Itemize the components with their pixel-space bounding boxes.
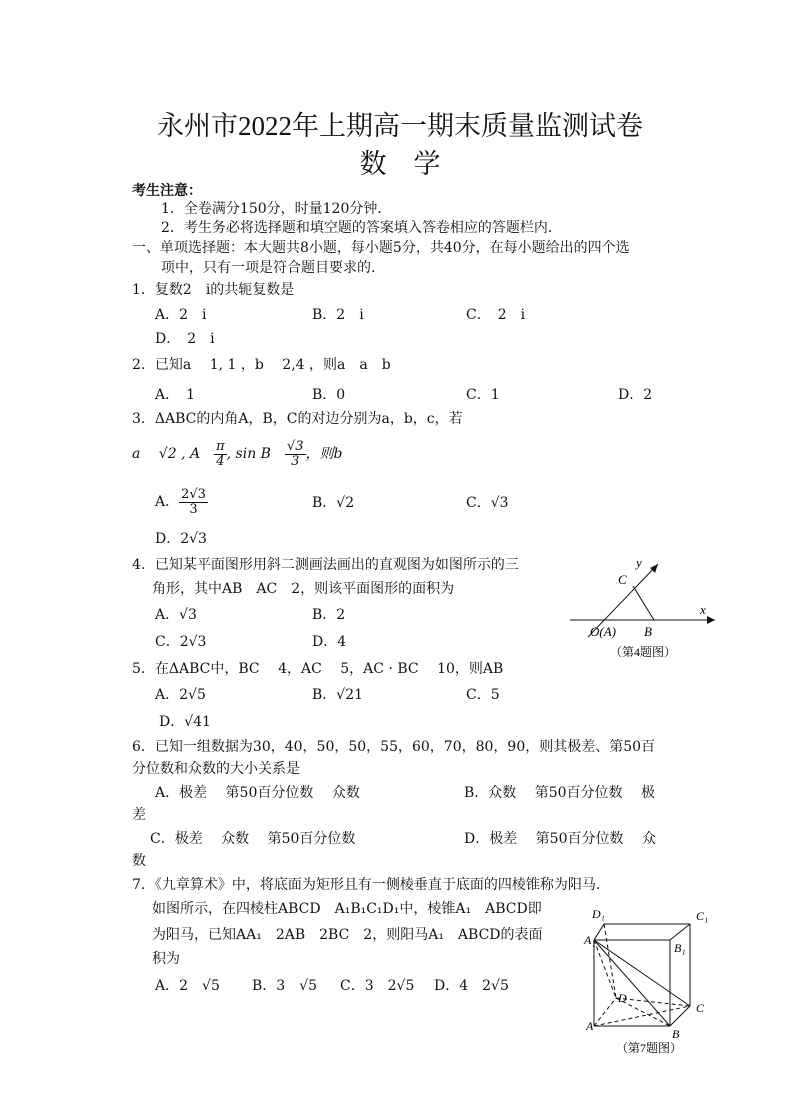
q7-figure	[586, 902, 726, 1062]
q3-ask: ，则b	[305, 446, 357, 462]
q4-label-c: C	[618, 572, 627, 587]
question-1-stem: 1．复数2 i的共轭复数是	[132, 282, 295, 298]
q5-option-c: C．5	[466, 687, 500, 703]
q3-three: 3	[291, 453, 300, 469]
q7-label-d: D	[618, 991, 627, 1005]
question-4-stem-1: 4．已知某平面图形用斜二测画法画出的直观图为如图所示的三	[132, 557, 519, 573]
q1-option-b: B．2 i	[312, 307, 364, 323]
question-5-stem: 5．在ΔABC中，BC 4，AC 5，AC · BC 10，则AB	[132, 661, 518, 677]
q6-option-c: C．极差 众数 第50百分位数	[150, 831, 356, 847]
q4-label-b: B	[644, 624, 652, 639]
q6-option-b-wrap: 差	[132, 807, 146, 823]
q7-label-a: A	[586, 1019, 594, 1033]
q3-option-b: B．√2	[312, 495, 355, 511]
page-subject: 数 学	[359, 149, 441, 179]
question-6-stem-2: 分位数和众数的大小关系是	[132, 761, 300, 777]
q1-option-c: C． 2 i	[466, 307, 526, 323]
q7-option-a: A．2 √5	[155, 978, 220, 994]
q4-option-a: A．√3	[155, 607, 197, 623]
q7-edge-ac	[594, 1006, 690, 1026]
q7-option-c: C．3 2√5	[340, 978, 415, 994]
q7-caption: （第7题图）	[616, 1041, 683, 1055]
q3-pi: π	[216, 438, 225, 454]
q7-edge-dc	[616, 998, 690, 1006]
q4-segment-cb	[633, 586, 654, 620]
q1-option-d: D． 2 i	[155, 331, 215, 347]
q7-label-c: C	[696, 1001, 705, 1015]
q3-cond-a: a √2 , A	[132, 446, 215, 462]
q4-option-b: B．2	[312, 607, 346, 623]
q4-figure	[560, 552, 730, 664]
section-heading: 一、单项选择题：本大题共8小题，每小题5分，共40分，在每小题给出的四个选	[132, 240, 630, 256]
q3-option-a-frac	[179, 488, 208, 517]
q7-label-d1: D₁	[592, 907, 605, 921]
question-3-stem: 3．ΔABC的内角A，B，C的对边分别为a，b，c，若	[132, 411, 463, 427]
q2-option-a: A． 1	[155, 387, 196, 403]
q3-cond-sin: , sin B	[226, 446, 285, 462]
q5-option-d: D．√41	[159, 714, 211, 730]
q3-option-c: C．√3	[466, 495, 509, 511]
q7-edge-c1b1	[670, 924, 690, 940]
q5-option-b: B．√21	[312, 687, 364, 703]
question-2-stem: 2．已知a 1, 1 ，b 2,4 ，则a a b	[132, 357, 424, 373]
q3-condition	[132, 436, 357, 472]
q6-option-a: A．极差 第50百分位数 众数	[155, 785, 360, 801]
section-heading-wrap: 项中，只有一项是符合题目要求的.	[161, 260, 376, 276]
q3-option-d: D．2√3	[155, 531, 207, 547]
q7-label-b1: B₁	[674, 941, 686, 955]
q4-caption: （第4题图）	[610, 645, 677, 659]
q7-edge-d1d	[604, 924, 616, 998]
q4-label-y: y	[636, 555, 642, 570]
q3-option-a-num: 2√3	[181, 486, 206, 502]
q4-label-o: O(A)	[590, 624, 616, 639]
q3-frac-sqrt3	[285, 440, 306, 469]
q7-edge-a1d	[594, 940, 616, 998]
q2-option-d: D．2	[618, 387, 653, 403]
q2-option-c: C．1	[466, 387, 500, 403]
page-title: 永州市2022年上期高一期末质量监测试卷	[157, 111, 643, 141]
q7-edge-bc	[670, 1006, 690, 1026]
q3-frac-pi	[214, 440, 227, 469]
q3-sqrt3: √3	[286, 438, 304, 454]
q4-option-d: D．4	[312, 634, 347, 650]
q5-option-a: A．2√5	[155, 687, 206, 703]
q7-edge-a1b	[594, 940, 670, 1026]
q7-label-b: B	[672, 1027, 680, 1041]
q7-label-c1: C₁	[696, 909, 709, 923]
q3-option-a-den: 3	[189, 501, 198, 517]
question-6-stem-1: 6．已知一组数据为30，40，50，50，55，60，70，80，90，则其极差、第50百	[132, 739, 656, 755]
q3-four: 4	[216, 453, 225, 469]
q6-option-d: D．极差 第50百分位数 众	[464, 831, 656, 847]
notice-item-1: 1．全卷满分150分，时量120分钟．	[161, 201, 392, 217]
q7-option-d: D．4 2√5	[434, 978, 509, 994]
q4-x-arrow-icon	[707, 616, 715, 624]
q4-option-c: C．2√3	[155, 634, 207, 650]
q1-option-a: A．2 i	[155, 307, 207, 323]
question-4-stem-2: 角形，其中AB AC 2，则该平面图形的面积为	[152, 581, 455, 597]
question-7-stem-3: 为阳马，已知AA₁ 2AB 2BC 2，则阳马A₁ ABCD的表面	[152, 927, 543, 943]
question-7-stem-4: 积为	[152, 951, 180, 967]
q2-option-b: B．0	[312, 387, 346, 403]
question-7-stem-1: 7．《九章算术》中，将底面为矩形且有一侧棱垂直于底面的四棱锥称为阳马．	[132, 877, 610, 893]
q3-option-a-label: A．	[155, 494, 180, 510]
q6-option-d-wrap: 数	[132, 853, 146, 869]
q6-option-b: B．众数 第50百分位数 极	[464, 785, 656, 801]
question-7-stem-2: 如图所示，在四棱柱ABCD A₁B₁C₁D₁中，棱锥A₁ ABCD即	[152, 901, 542, 917]
notice-item-2: 2．考生务必将选择题和填空题的答案填入答卷相应的答题栏内．	[161, 220, 562, 236]
q7-label-a1: A₁	[584, 933, 596, 947]
notice-heading: 考生注意：	[132, 183, 202, 199]
q4-label-x: x	[700, 602, 706, 617]
q3-option-a	[155, 484, 208, 520]
q7-option-b: B．3 √5	[252, 978, 318, 994]
q7-edge-ad	[594, 998, 616, 1026]
